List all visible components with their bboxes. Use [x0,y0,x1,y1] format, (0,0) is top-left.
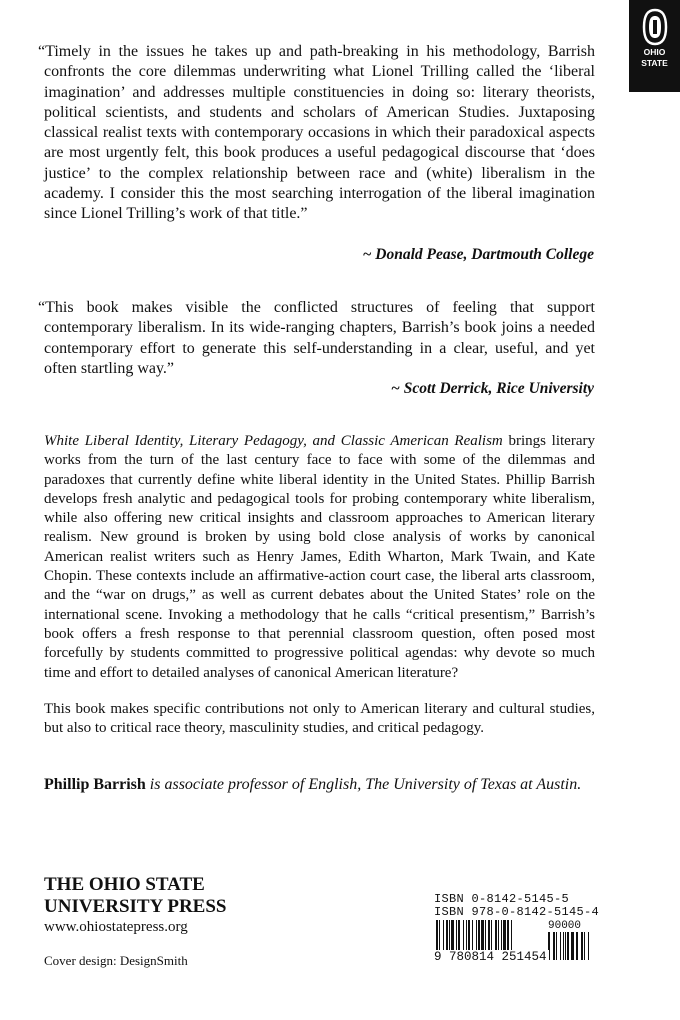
description-paragraph-1: brings literary works from the turn of the last century face to face with some of the dilemmas and paradoxes that currently define white liberal identity in the United States. Phillip Barrish develops fresh analytic and pedagogical tools for probing contemporary white liberalism, while also offering new critical insights and classroom approaches to American literary realism. New ground is broken by using bold close analysis of works by canonical American realist writers such as Henry James, Edith Wharton, Mark Twain, and Kate Chopin. These contexts include an affirmative-action court case, the liberal arts classroom, and the “war on drugs,” as well as current debates about the United States’ role on the international scene. Invoking a methodology that he calls “critical presentism,” Barrish’s book offers a fresh response to that perennial classroom question, often posed most forcefully by students committed to progressive political agendas: why devote so much time and effort to detailed analyses of canonical American literature? [44,433,595,681]
book-title: White Liberal Identity, Literary Pedagogy, and Classic American Realism [44,433,503,449]
author-bio [44,776,604,794]
author-name: Phillip Barrish [44,776,146,793]
logo-line2: STATE [641,58,668,68]
cover-credit: Cover design: DesignSmith [44,953,188,968]
publisher-name [44,874,227,918]
blurb-attribution-2: ~ Scott Derrick, Rice University [391,380,594,397]
publisher-line-2: UNIVERSITY PRESS [44,896,227,917]
book-description [44,432,595,683]
barcode-addon: 90000 [548,920,582,932]
blurb-quote-2: “This book makes visible the conflicted structures of feeling that support contemporary liberalism. In its wide-ranging chapters, Barrish’s book joins a needed contemporary effort to generate this self-understanding in a clear, useful, and yet often startling way.” [38,299,595,377]
description-paragraph-2: This book makes specific contributions not only to American literary and cultural studies, but also to critical race theory, masculinity studies, and critical pedagogy. [44,701,595,737]
isbn-13: ISBN 978-0-8142-5145-4 [434,905,600,919]
isbn-barcode [434,892,600,969]
blurb-quote-1: “Timely in the issues he takes up and path-breaking in his methodology, Barrish confronts the core dilemmas underwriting what Lionel Trilling called the ‘liberal imagination’ and addresses multiple constituencies in doing so: literary theorists, political scientists, and students and scholars of American Studies. Juxtaposing classical realist texts with contemporary occasions in which their paradoxical aspects are most urgently felt, this book produces a useful pedagogical discourse that ‘does justice’ to the complex relationship between race and (white) liberalism in the academy. I consider this the most searching interrogation of the liberal imagination since Lionel Trilling’s work of that title.” [38,43,595,223]
publisher-url[interactable]: www.ohiostatepress.org [44,919,188,935]
ohio-state-logo [629,0,680,92]
logo-line1: OHIO [643,47,666,57]
publisher-line-1: THE OHIO STATE [44,874,205,895]
ohio-state-seal-icon [642,8,668,46]
blurb-attribution-1: ~ Donald Pease, Dartmouth College [362,246,594,263]
barcode-digits: 9 780814 251454 [434,950,547,964]
author-affiliation: is associate professor of English, The University of Texas at Austin. [145,776,582,793]
isbn-10: ISBN 0-8142-5145-5 [434,892,570,906]
